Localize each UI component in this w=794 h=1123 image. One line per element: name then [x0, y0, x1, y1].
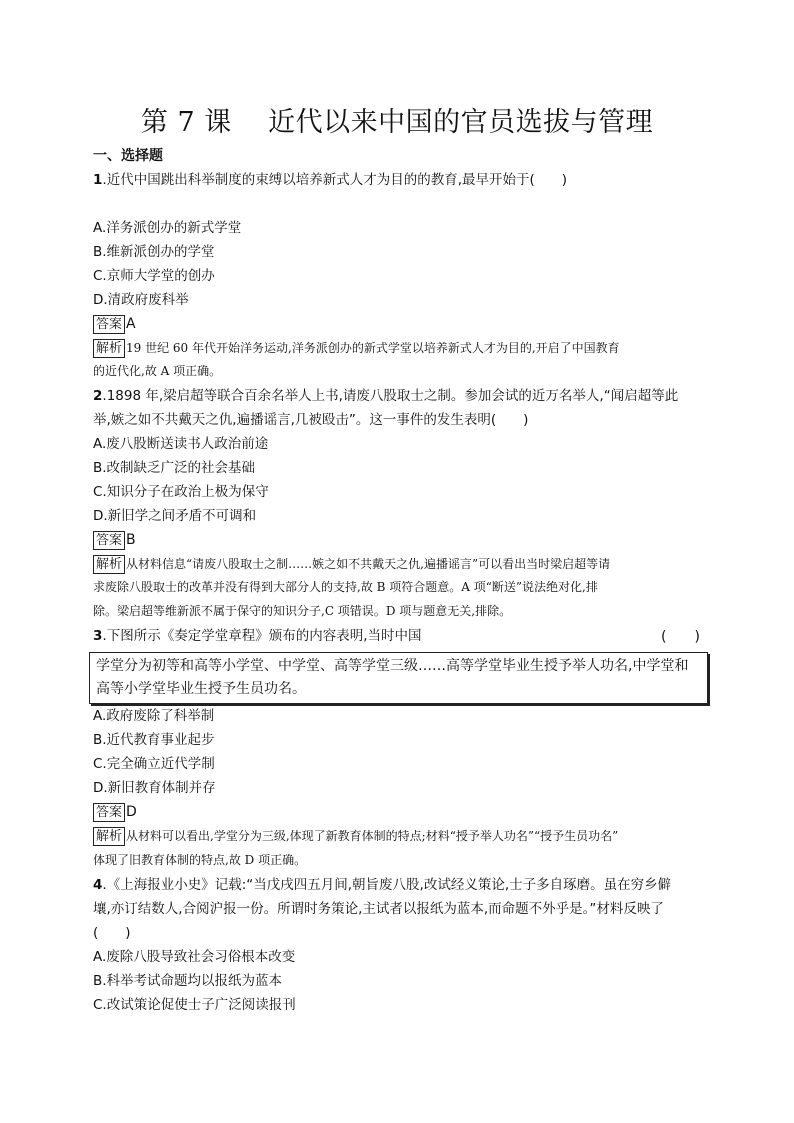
q4-option-c: C.改试策论促使士子广泛阅读报刊	[93, 997, 296, 1013]
q3-answer-blank: ( )	[661, 629, 700, 645]
q3-analysis-line-1: 解析 从材料可以看出,学堂分为三级,体现了新教育体制的特点;材料“授予举人功名”“授予生员功名”	[93, 826, 618, 846]
answer-tag: 答案	[93, 315, 125, 334]
question-1-stem: 1.近代中国跳出科举制度的束缚以培养新式人才为目的的教育,最早开始于( )	[93, 172, 568, 188]
q3-option-d: D.新旧教育体制并存	[93, 780, 216, 796]
q2-option-c: C.知识分子在政治上极为保守	[93, 484, 269, 500]
question-number: 3	[93, 628, 103, 644]
question-2-stem-line-1: 2.1898 年,梁启超等联合百余名举人上书,请废八股取士之制。参加会试的近万名举人,“闻启超等此	[93, 388, 679, 404]
q3-analysis-line-2: 体现了旧教育体制的特点,故 D 项正确。	[93, 853, 307, 867]
analysis-tag: 解析	[93, 339, 125, 358]
q1-answer: 答案 A	[93, 314, 136, 334]
question-number: 2	[93, 388, 103, 404]
q2-analysis-line-1: 解析 从材料信息“请废八股取士之制……嫉之如不共戴天之仇,遍播谣言”可以看出当时梁启超等请	[93, 554, 610, 574]
answer-tag: 答案	[93, 803, 125, 822]
q3-option-b: B.近代教育事业起步	[93, 732, 215, 748]
q4-option-b: B.科举考试命题均以报纸为蓝本	[93, 973, 283, 989]
q1-option-a: A.洋务派创办的新式学堂	[93, 220, 242, 236]
question-3-stem: 3.下图所示《奏定学堂章程》颁布的内容表明,当时中国	[93, 628, 422, 644]
q1-option-b: B.维新派创办的学堂	[93, 244, 215, 260]
analysis-tag: 解析	[93, 555, 125, 574]
q3-answer: 答案 D	[93, 802, 137, 822]
q2-option-a: A.废八股断送读书人政治前途	[93, 436, 269, 452]
material-line-1: 学堂分为初等和高等小学堂、中学堂、高等学堂三级……高等学堂毕业生授予举人功名,中学堂和	[96, 658, 689, 674]
q2-analysis-line-3: 除。梁启超等维新派不属于保守的知识分子,C 项错误。D 项与题意无关,排除。	[93, 604, 512, 618]
q2-answer: 答案 B	[93, 530, 136, 550]
q2-analysis-line-2: 求废除八股取士的改革并没有得到大部分人的支持,故 B 项符合题意。A 项“断送”说法绝对化,排	[93, 580, 598, 594]
q1-option-d: D.清政府废科举	[93, 292, 189, 308]
analysis-tag: 解析	[93, 827, 125, 846]
question-number: 1	[93, 172, 103, 188]
question-2-stem-line-2: 举,嫉之如不共戴天之仇,遍播谣言,几被殴击”。这一事件的发生表明( )	[93, 412, 529, 428]
q4-option-a: A.废除八股导致社会习俗根本改变	[93, 949, 296, 965]
q1-option-c: C.京师大学堂的创办	[93, 268, 215, 284]
q3-option-a: A.政府废除了科举制	[93, 708, 215, 724]
question-4-stem-line-3: ( )	[93, 925, 131, 941]
q2-option-b: B.改制缺乏广泛的社会基础	[93, 460, 256, 476]
q1-analysis-line-2: 的近代化,故 A 项正确。	[93, 364, 222, 378]
answer-tag: 答案	[93, 531, 125, 550]
q3-option-c: C.完全确立近代学制	[93, 756, 215, 772]
question-4-stem-line-1: 4.《上海报业小史》记载:“当戊戌四五月间,朝旨废八股,改试经义策论,士子多自琢磨。虽在穷乡僻	[93, 877, 672, 893]
lesson-title: 第 7 课 近代以来中国的官员选拔与管理	[140, 107, 654, 138]
question-number: 4	[93, 877, 103, 893]
section-heading: 一、选择题	[93, 148, 163, 164]
q1-analysis-line-1: 解析 19 世纪 60 年代开始洋务运动,洋务派创办的新式学堂以培养新式人才为目的,开启了中国教育	[93, 338, 620, 358]
material-line-2: 高等小学堂毕业生授予生员功名。	[96, 681, 306, 697]
question-4-stem-line-2: 壤,亦订结数人,合阅沪报一份。所谓时务策论,主试者以报纸为蓝本,而命题不外乎是。”材料反映了	[93, 901, 664, 917]
q2-option-d: D.新旧学之间矛盾不可调和	[93, 508, 257, 524]
